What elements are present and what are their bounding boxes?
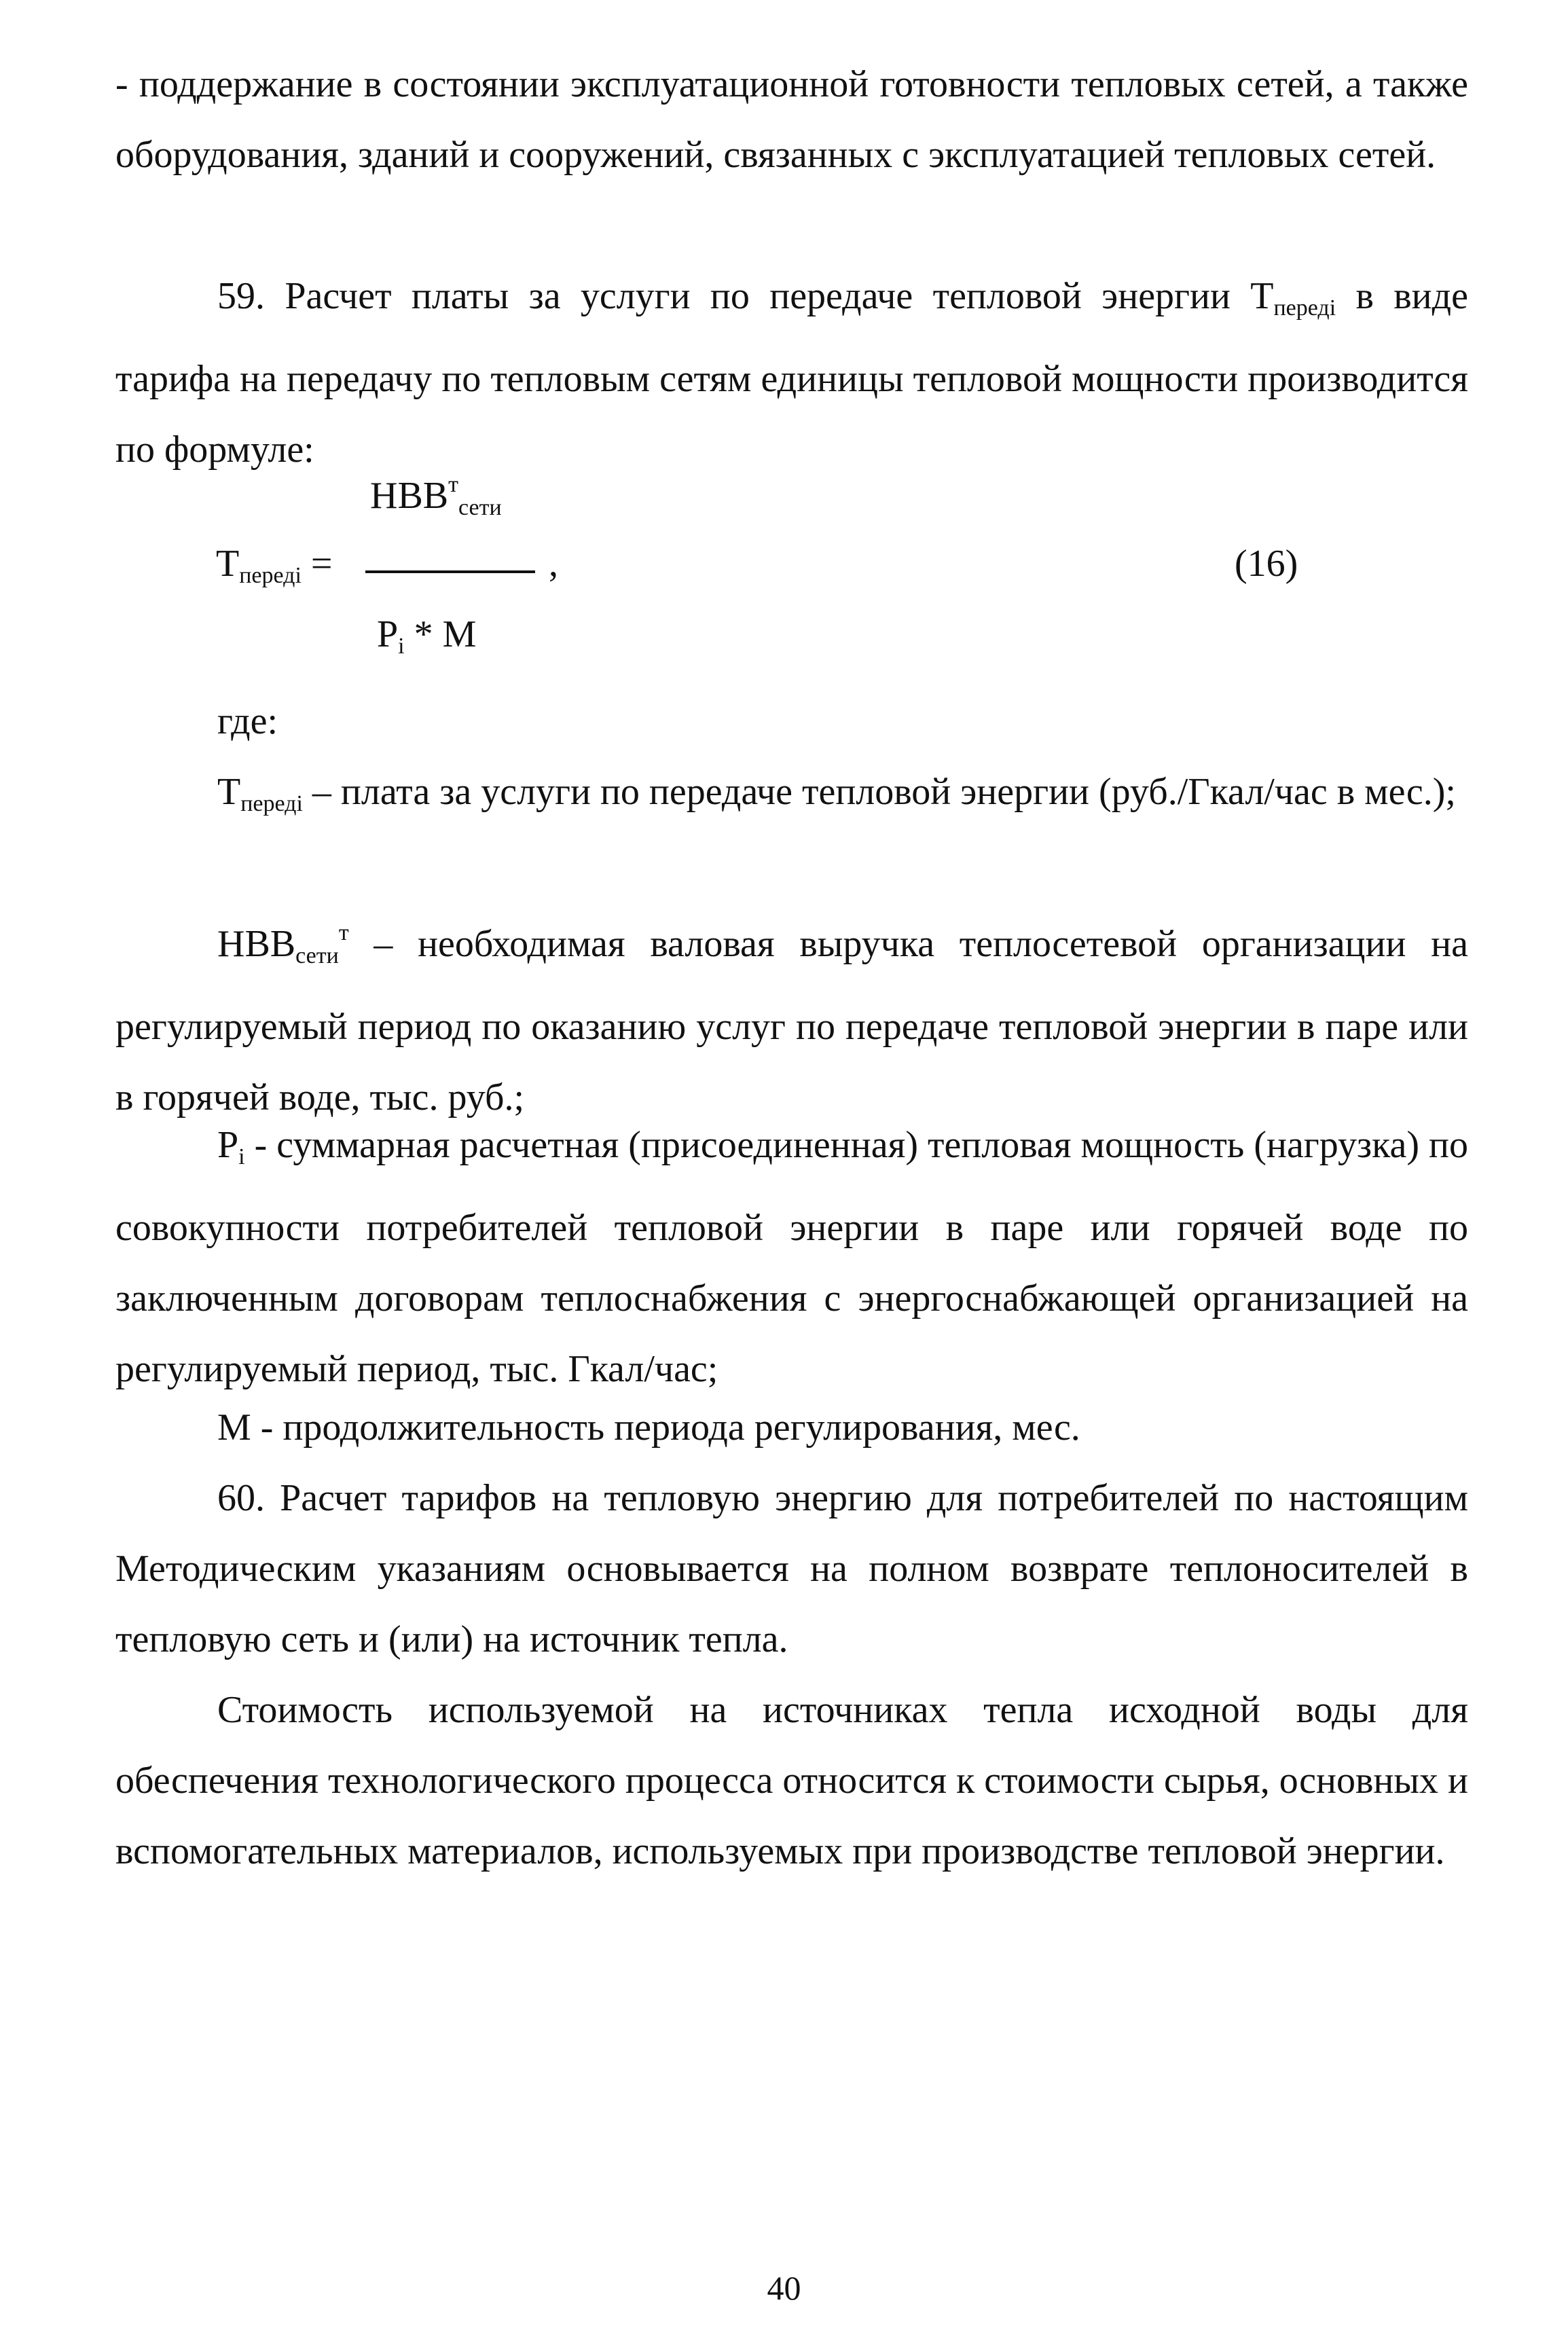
definition-tpered-symbol: Т — [217, 771, 241, 813]
definition-tpered-text: – плата за услуги по передаче тепловой энергии (руб./Гкал/час в мес.); — [302, 771, 1456, 813]
where-label: где: — [217, 700, 278, 742]
paragraph-59-before: 59. Расчет платы за услуги по передаче тепловой энергии Т — [217, 275, 1274, 317]
formula-denominator-rest: * М — [404, 613, 477, 655]
paragraph-59-subscript: передi — [1273, 295, 1336, 321]
formula-denominator-sub: i — [398, 634, 405, 659]
formula-denominator — [377, 613, 476, 659]
definition-nvv — [115, 898, 1468, 1133]
formula-lhs — [216, 542, 333, 589]
formula-lhs-main: Т — [216, 543, 240, 585]
definition-nvv-sup: т — [338, 920, 349, 945]
definition-pi-sub: i — [238, 1144, 245, 1169]
formula-equals: = — [310, 543, 333, 585]
definition-nvv-symbol: НВВ — [217, 923, 296, 965]
page-number: 40 — [767, 2269, 801, 2307]
paragraph-60: 60. Расчет тарифов на тепловую энергию для потребителей по настоящим Методическим указаниям основывается на полном возврате теплоносителей в тепловую сеть и (или) на источник тепла. — [115, 1477, 1468, 1660]
definition-tpered — [115, 757, 1468, 839]
definition-tpered-sub: передi — [240, 791, 303, 816]
fraction-bar — [365, 570, 535, 573]
definition-nvv-text: – необходимая валовая выручка теплосетевой организации на регулируемый период по оказанию услуг по передаче тепловой энергии в паре или в горячей воде, тыс. руб.; — [115, 923, 1468, 1118]
formula-lhs-sub: передi — [239, 563, 302, 588]
formula-numerator-sub: сети — [458, 495, 502, 520]
formula-comma: , — [549, 543, 558, 585]
formula-number: (16) — [1235, 543, 1298, 585]
definition-pi-text: - суммарная расчетная (присоединенная) тепловая мощность (нагрузка) по совокупности потребителей тепловой энергии в паре или горячей воде по заключенным договорам теплоснабжения с энергоснабжающей организацией на регулируемый период, тыс. Гкал/час; — [115, 1124, 1468, 1390]
formula-numerator-sup: т — [448, 472, 459, 497]
definition-nvv-sub: сети — [295, 943, 339, 968]
definition-m: М - продолжительность периода регулирования, мес. — [217, 1406, 1080, 1449]
formula-denominator-main: Р — [377, 613, 399, 655]
paragraph-water-cost: Стоимость используемой на источниках тепла исходной воды для обеспечения технологического процесса относится к стоимости сырья, основных и вспомогательных материалов, используемых при производстве тепловой энергии. — [115, 1689, 1468, 1872]
paragraph-maintenance-text: - поддержание в состоянии эксплуатационной готовности тепловых сетей, а также оборудования, зданий и сооружений, связанных с эксплуатацией тепловых сетей. — [115, 63, 1468, 176]
definition-pi-symbol: Р — [217, 1124, 239, 1166]
paragraph-59-after: в виде тарифа на передачу по тепловым сетям единицы тепловой мощности производится по формуле: — [115, 275, 1469, 471]
formula-numerator-main: НВВ — [370, 475, 449, 517]
paragraph-maintenance — [115, 49, 1468, 190]
definition-pi — [115, 1110, 1468, 1404]
formula-numerator — [370, 472, 502, 521]
paragraph-59 — [115, 261, 1468, 485]
